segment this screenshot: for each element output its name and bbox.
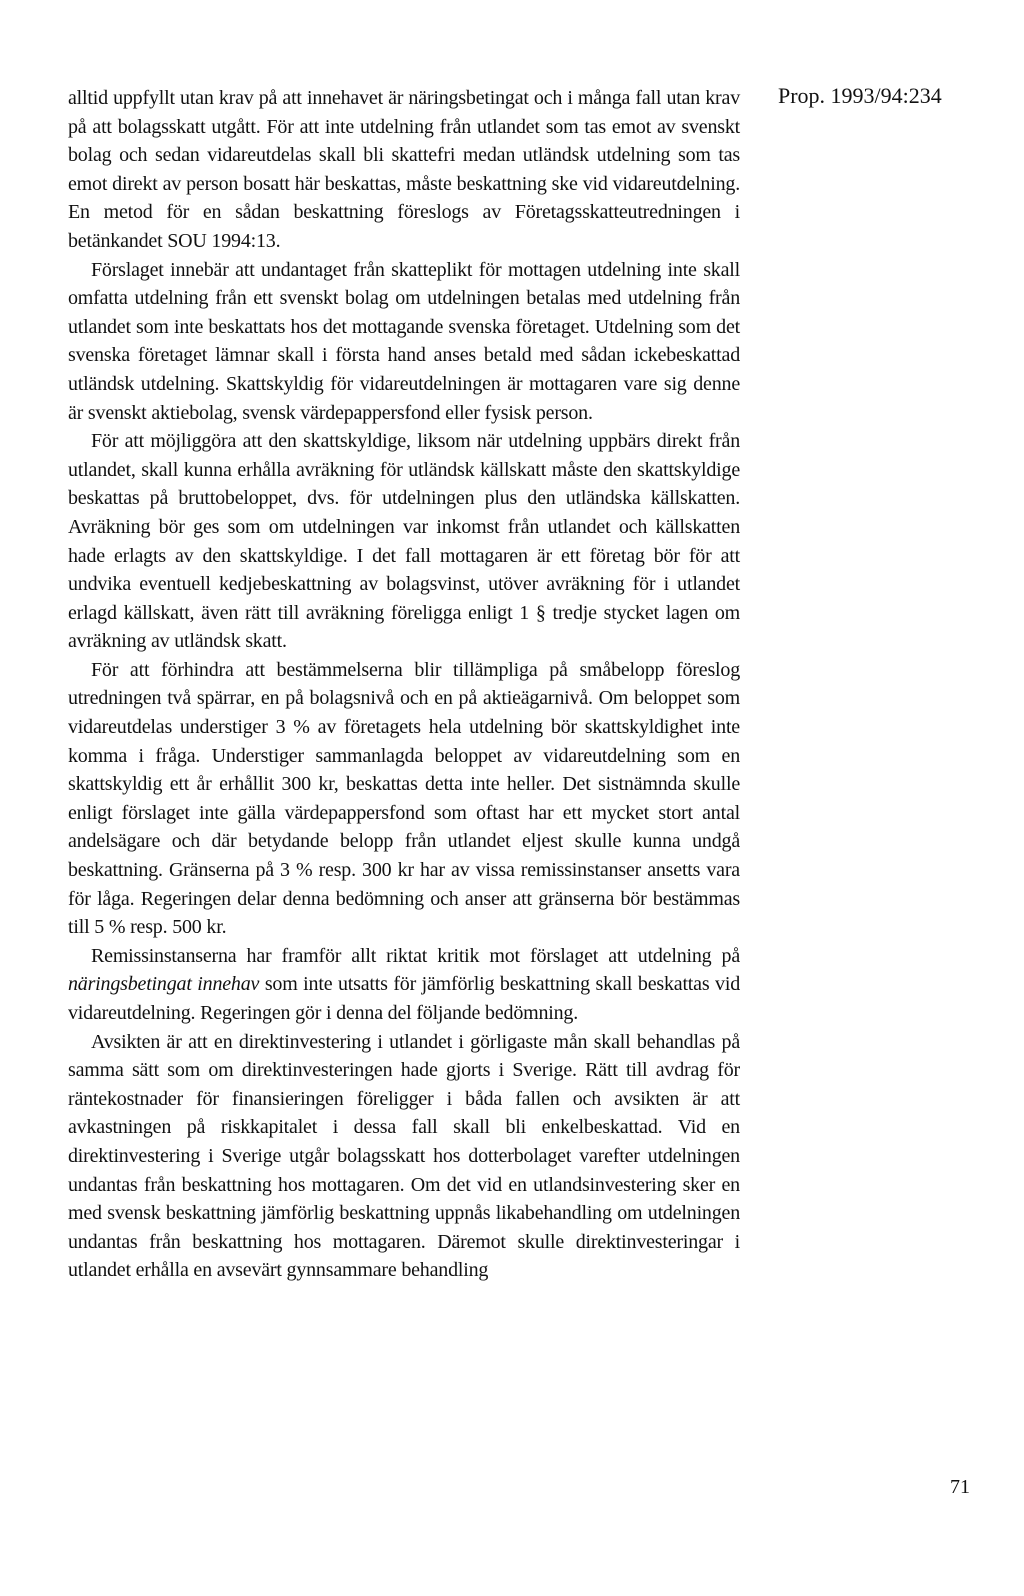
paragraph-1: alltid uppfyllt utan krav på att innehavet är näringsbetingat och i många fall utan krav på att bolagsskatt utgått. För att inte utdelning från utlandet som tas emot av svenskt bolag och sedan vidareutdelas skall bli skattefri medan utländsk utdelning som tas emot direkt av person bosatt här beskattas, måste beskattning ske vid vidareutdelning. En metod för en sådan beskattning föreslogs av Företagsskatteutredningen i betänkandet SOU 1994:13. (68, 87, 740, 252)
paragraph-5-text-after: som inte utsatts för jämförlig beskattning skall beskattas vid vidareutdelning. Regeringen gör i denna del följande bedömning. (68, 973, 740, 1024)
paragraph-4: För att förhindra att bestämmelserna blir tillämpliga på småbelopp föreslog utredningen två spärrar, en på bolagsnivå och en på aktieägarnivå. Om beloppet som vidareutdelas understiger 3 % av företagets hela utdelning bör skattskyldighet inte komma i fråga. Understiger sammanlagda beloppet av vidareutdelning som en skattskyldig ett år erhållit 300 kr, beskattas detta inte heller. Det sistnämnda skulle enligt förslaget inte gälla värdepappersfond som oftast har ett mycket stort antal andelsägare och där betydande belopp från utlandet eljest skulle kunna undgå beskattning. Gränserna på 3 % resp. 300 kr har av vissa remissinstanser ansetts vara för låga. Regeringen delar denna bedömning och anser att gränserna bör bestämmas till 5 % resp. 500 kr. (68, 658, 740, 939)
paragraph-5 (68, 942, 740, 1028)
paragraph-5-text-before: Remissinstanserna har framför allt riktat kritik mot förslaget att utdelning på (91, 944, 740, 967)
paragraph-3: För att möjliggöra att den skattskyldige, liksom när utdelning uppbärs direkt från utlandet, skall kunna erhålla avräkning för utländsk källskatt måste den skattskyldige beskattas på bruttobeloppet, dvs. för utdelningen plus den utländska källskatten. Avräkning bör ges som om utdelningen var inkomst från utlandet och källskatten hade erlagts av den skattskyldige. I det fall mottagaren är ett företag bör för att undvika eventuell kedjebeskattning av bolagsvinst, utöver avräkning för i utlandet erlagd källskatt, även rätt till avräkning föreligga enligt 1 § tredje stycket lagen om avräkning av utländsk skatt. (68, 430, 740, 653)
proposition-reference: Prop. 1993/94:234 (778, 83, 942, 108)
paragraph-2: Förslaget innebär att undantaget från skatteplikt för mottagen utdelning inte skall omfatta utdelning från ett svenskt bolag om utdelningen betalas med utdelning från utlandet som inte beskattats hos det mottagande svenska företaget. Utdelning som det svenska företaget lämnar skall i första hand anses betald med sådan ickebeskattad utländsk utdelning. Skattskyldig för vidareutdelningen är mottagaren vare sig denne är svenskt aktiebolag, svensk värdepappersfond eller fysisk person. (68, 258, 740, 424)
paragraph-6: Avsikten är att en direktinvestering i utlandet i görligaste mån skall behandlas på samma sätt som om direktinvesteringen hade gjorts i Sverige. Rätt till avdrag för räntekostnader för finansieringen föreligger i båda fallen och avsikten är att avkastningen på riskkapitalet i dessa fall skall bli enkelbeskattad. Vid en direktinvestering i Sverige utgår bolagsskatt hos dotterbolaget varefter utdelningen undantas från beskattning hos mottagaren. Om det vid en utlandsinvestering sker en med svensk beskattning jämförlig beskattning uppnås likabehandling om utdelningen undantas från beskattning hos mottagaren. Däremot skulle direktinvesteringar i utlandet erhålla en avsevärt gynnsammare behandling (68, 1030, 740, 1282)
paragraph-5-emphasis: näringsbetingat innehav (68, 973, 260, 996)
body-text (68, 84, 740, 1285)
page-number: 71 (950, 1476, 970, 1498)
